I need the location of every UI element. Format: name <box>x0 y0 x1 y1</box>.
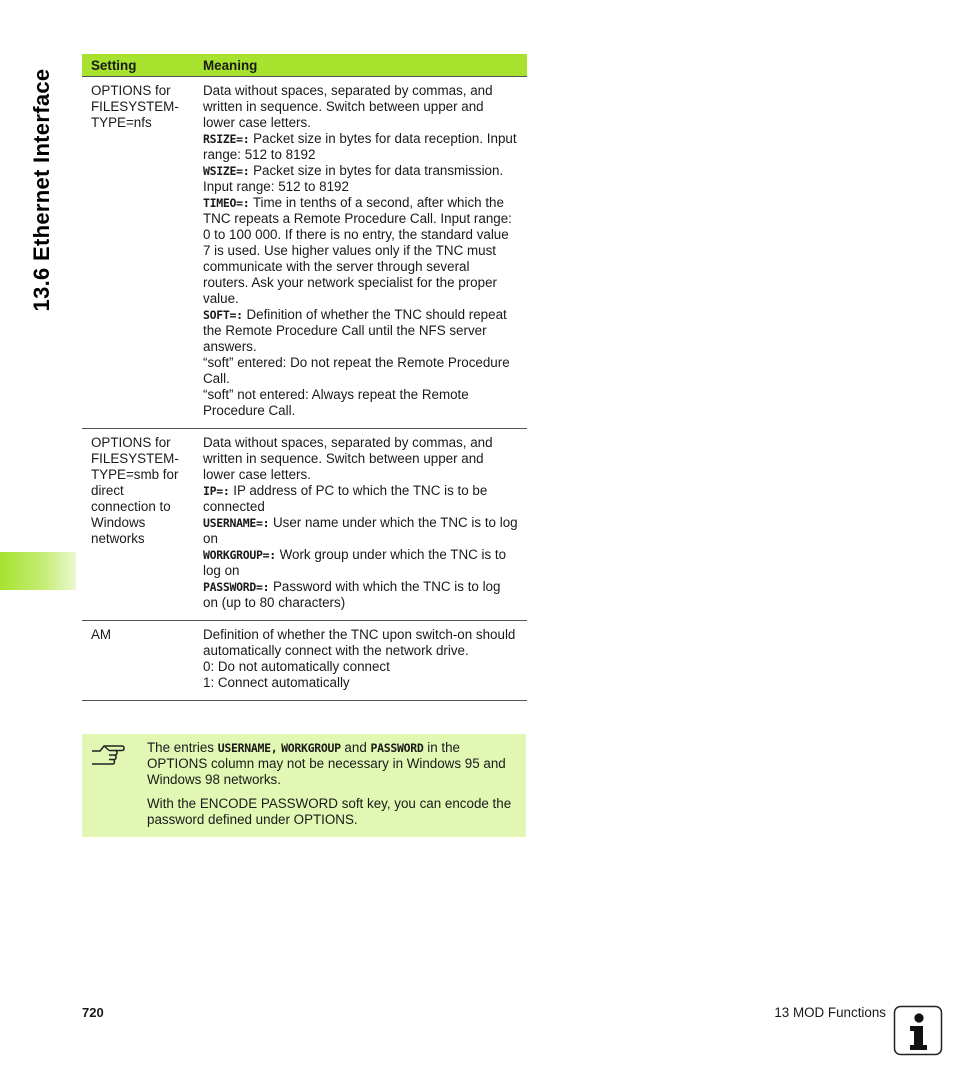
setting-line: FILESYSTEM- <box>91 451 179 466</box>
note-paragraph-1: The entries USERNAME, WORKGROUP and PASSWORD in the OPTIONS column may not be necessary in Windows 95 and Windows 98 networks. <box>147 740 506 787</box>
page-number: 720 <box>82 1005 104 1020</box>
setting-line: Windows <box>91 515 146 530</box>
side-chapter-title <box>27 50 57 330</box>
note-keyword-username: USERNAME, <box>217 741 278 755</box>
meaning-text: Time in tenths of a second, after which the TNC repeats a Remote Procedure Call. Input range: 0 to 100 000. If there is no entry, the standard value 7 is used. Use higher values only if the TNC must communicate with the server through several routers. Ask your network specialist for the proper value. <box>203 195 512 306</box>
meaning-entry <box>203 355 518 387</box>
column-header-meaning: Meaning <box>194 54 527 77</box>
setting-line: FILESYSTEM- <box>91 99 179 114</box>
meaning-text: Password with which the TNC is to log on (up to 80 characters) <box>203 579 501 610</box>
parameter-keyword: WORKGROUP=: <box>203 548 276 562</box>
meaning-text: 1: Connect automatically <box>203 675 350 690</box>
parameter-keyword: PASSWORD=: <box>203 580 270 594</box>
meaning-entry <box>203 515 518 547</box>
meaning-text: Data without spaces, separated by commas, and written in sequence. Switch between upper and lower case letters. <box>203 83 493 130</box>
meaning-text: 0: Do not automatically connect <box>203 659 390 674</box>
pointing-hand-icon <box>90 742 126 770</box>
meaning-text: Data without spaces, separated by commas, and written in sequence. Switch between upper and lower case letters. <box>203 435 493 482</box>
meaning-text: User name under which the TNC is to log on <box>203 515 518 546</box>
meaning-text: Definition of whether the TNC upon switch-on should automatically connect with the network drive. <box>203 627 516 658</box>
setting-line: TYPE=smb for <box>91 467 179 482</box>
meaning-entry <box>203 627 518 659</box>
note-text <box>147 740 519 836</box>
meaning-text: Definition of whether the TNC should repeat the Remote Procedure Call until the NFS server answers. <box>203 307 507 354</box>
setting-cell <box>82 77 194 429</box>
settings-table <box>82 54 527 701</box>
table-row <box>82 621 527 701</box>
meaning-entry <box>203 195 518 307</box>
meaning-cell <box>194 429 527 621</box>
meaning-entry <box>203 483 518 515</box>
meaning-entry <box>203 675 518 691</box>
chapter-name: 13 MOD Functions <box>774 1005 886 1020</box>
setting-line: networks <box>91 531 145 546</box>
note-keyword-password: PASSWORD <box>370 741 424 755</box>
meaning-entry <box>203 83 518 131</box>
info-icon <box>893 1005 943 1056</box>
column-header-setting: Setting <box>82 54 194 77</box>
meaning-entry <box>203 131 518 163</box>
side-chapter-tab <box>0 552 76 590</box>
meaning-entry <box>203 579 518 611</box>
meaning-cell <box>194 77 527 429</box>
parameter-keyword: IP=: <box>203 484 230 498</box>
note-keyword-workgroup: WORKGROUP <box>281 741 341 755</box>
setting-line: OPTIONS for <box>91 435 171 450</box>
meaning-entry <box>203 163 518 195</box>
setting-cell <box>82 621 194 701</box>
meaning-entry <box>203 435 518 483</box>
table-row <box>82 77 527 429</box>
parameter-keyword: SOFT=: <box>203 308 243 322</box>
meaning-entry <box>203 547 518 579</box>
meaning-text: IP address of PC to which the TNC is to be connected <box>203 483 488 514</box>
meaning-text: Packet size in bytes for data reception. Input range: 512 to 8192 <box>203 131 517 162</box>
setting-cell <box>82 429 194 621</box>
parameter-keyword: USERNAME=: <box>203 516 270 530</box>
side-chapter-title-text: 13.6 Ethernet Interface <box>29 68 54 312</box>
meaning-text: Work group under which the TNC is to log on <box>203 547 507 578</box>
note-box <box>82 734 526 837</box>
parameter-keyword: TIMEO=: <box>203 196 250 210</box>
meaning-text: Packet size in bytes for data transmission. Input range: 512 to 8192 <box>203 163 504 194</box>
setting-line: direct <box>91 483 124 498</box>
setting-line: OPTIONS for <box>91 83 171 98</box>
note-paragraph-2: With the ENCODE PASSWORD soft key, you can encode the password defined under OPTIONS. <box>147 796 512 827</box>
meaning-entry <box>203 387 518 419</box>
setting-line: AM <box>91 627 112 642</box>
table-row <box>82 429 527 621</box>
meaning-text: “soft” not entered: Always repeat the Remote Procedure Call. <box>203 387 469 418</box>
table-header-row <box>82 54 527 77</box>
parameter-keyword: RSIZE=: <box>203 132 250 146</box>
setting-line: connection to <box>91 499 171 514</box>
parameter-keyword: WSIZE=: <box>203 164 250 178</box>
meaning-cell <box>194 621 527 701</box>
setting-line: TYPE=nfs <box>91 115 152 130</box>
meaning-entry <box>203 307 518 355</box>
meaning-text: “soft” entered: Do not repeat the Remote Procedure Call. <box>203 355 510 386</box>
meaning-entry <box>203 659 518 675</box>
